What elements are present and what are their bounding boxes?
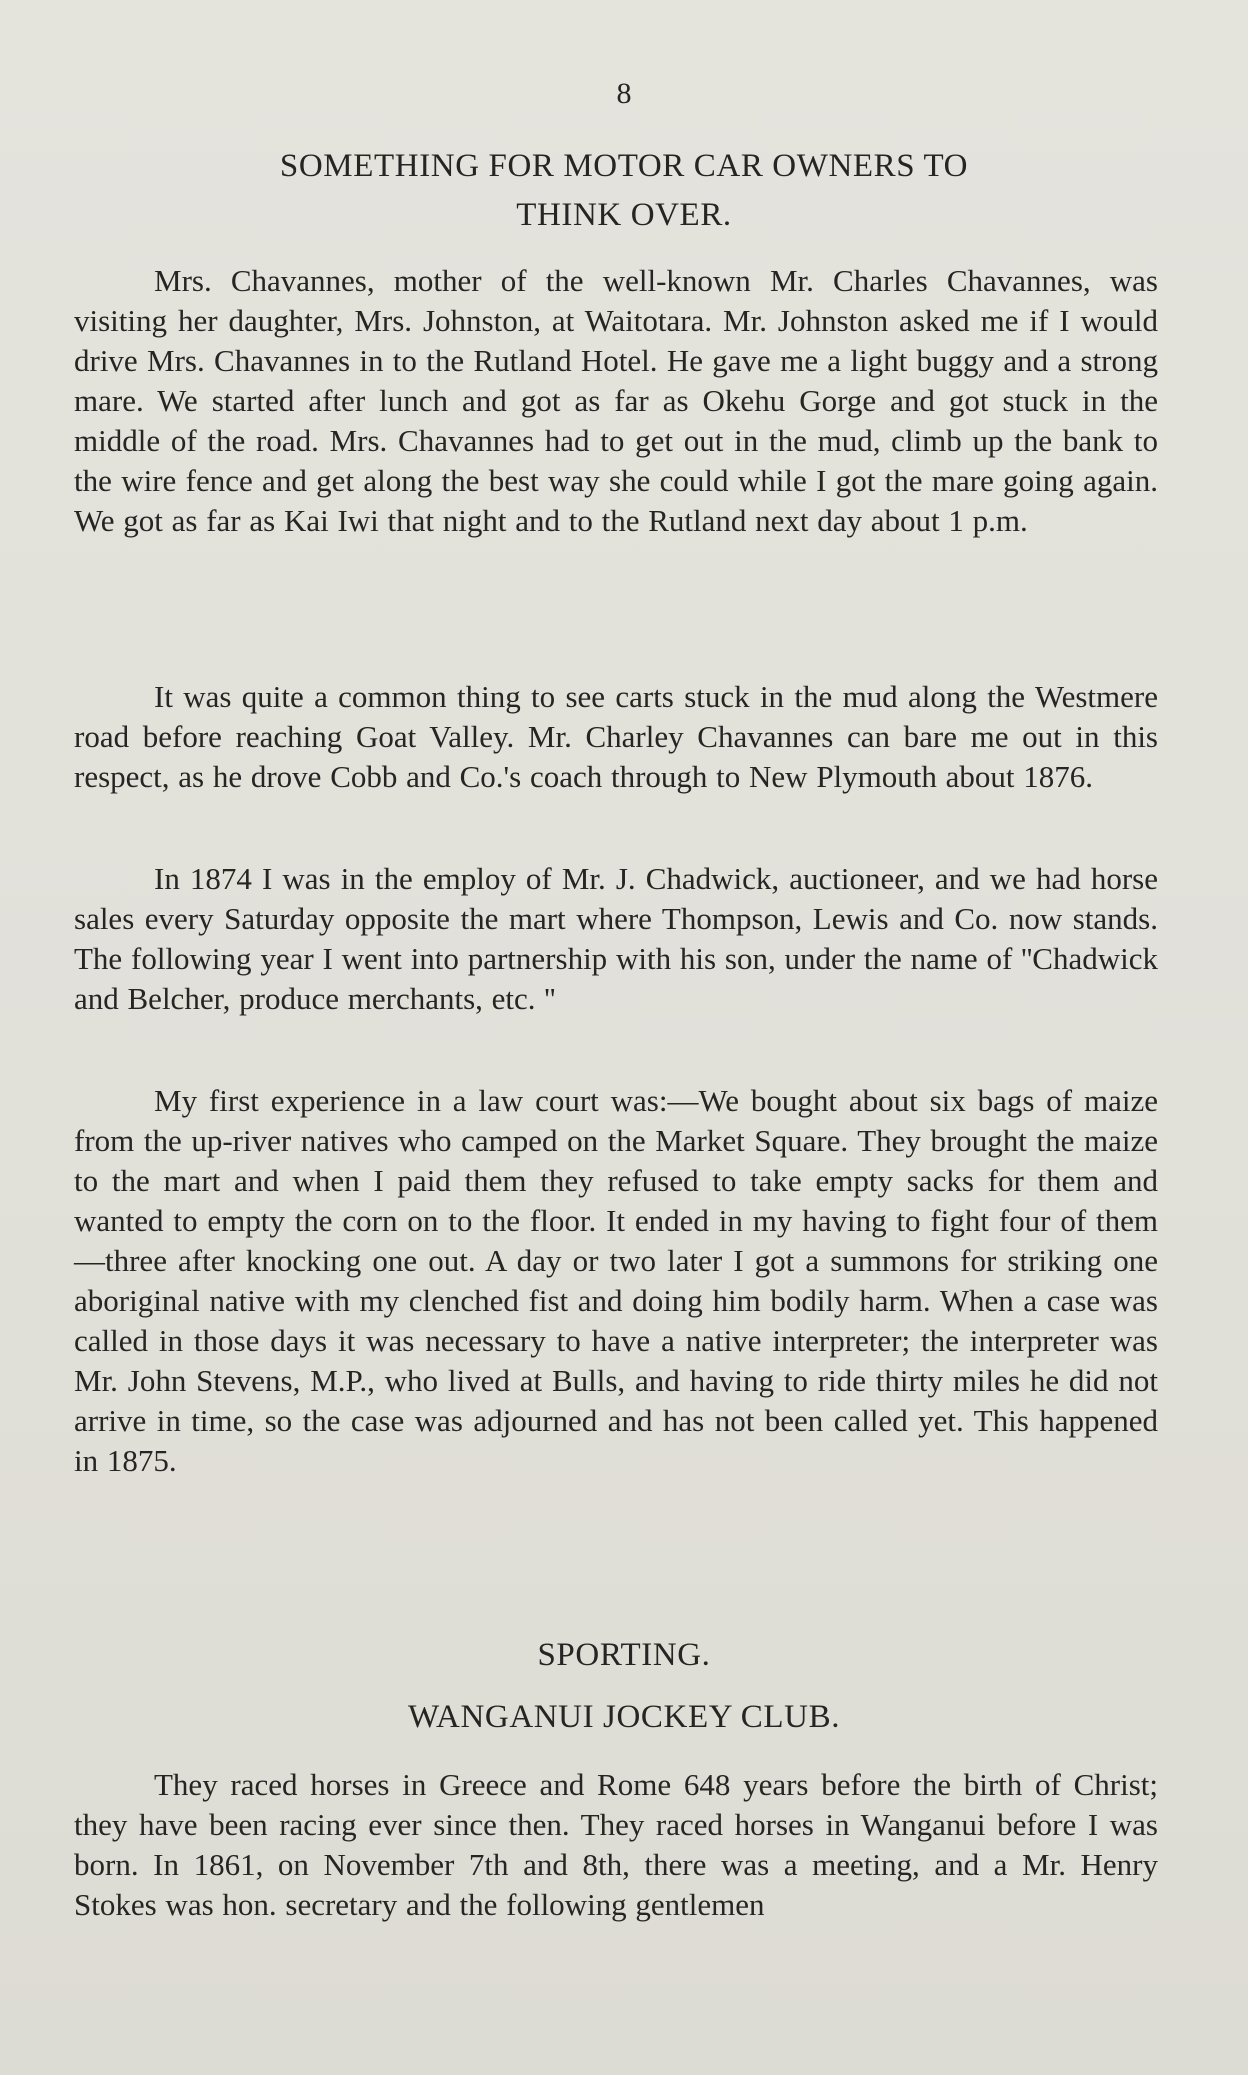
paragraph-chadwick-employment: In 1874 I was in the employ of Mr. J. Chadwick, auctioneer, and we had horse sales every Saturday opposite the mart where Thompson, Lewis and Co. now stands. The following year I went into partnership with his son, under the name of ''Chadwick and Belcher, produce merchants, etc. '': [74, 861, 1158, 1016]
paragraph-mrs-chavannes: Mrs. Chavannes, mother of the well-known Mr. Charles Chavannes, was visiting her daughter, Mrs. Johnston, at Waitotara. Mr. Johnston asked me if I would drive Mrs. Chavannes in to the Rutland Hotel. He gave me a light buggy and a strong mare. We started after lunch and got as far as Okehu Gorge and got stuck in the middle of the road. Mrs. Chavannes had to get out in the mud, climb up the bank to the wire fence and get along the best way she could while I got the mare going again. We got as far as Kai Iwi that night and to the Rutland next day about 1 p.m.: [74, 263, 1158, 538]
section-heading-sporting: SPORTING.: [537, 1637, 711, 1673]
page-number: 8: [616, 77, 632, 110]
paragraph-law-court: My first experience in a law court was:—We bought about six bags of maize from the up-river natives who camped on the Market Square. They brought the maize to the mart and when I paid them they refused to take empty sacks for them and wanted to empty the corn on to the floor. It ended in my having to fight four of them—three after knocking one out. A day or two later I got a summons for striking one aboriginal native with my clenched fist and doing him bodily harm. When a case was called in those days it was necessary to have a native interpreter; the interpreter was Mr. John Stevens, M.P., who lived at Bulls, and having to ride thirty miles he did not arrive in time, so the case was adjourned and has not been called yet. This happened in 1875.: [74, 1083, 1158, 1478]
section-subheading-jockey-club: WANGANUI JOCKEY CLUB.: [407, 1699, 841, 1735]
article-title-line-1: SOMETHING FOR MOTOR CAR OWNERS TO: [279, 148, 969, 184]
paragraph-horse-racing: They raced horses in Greece and Rome 648 years before the birth of Christ; they have been racing ever since then. They raced horses in Wanganui before I was born. In 1861, on November 7th and 8th, there was a meeting, and a Mr. Henry Stokes was hon. secretary and the following gentlemen: [74, 1767, 1158, 1922]
paragraph-westmere-road: It was quite a common thing to see carts stuck in the mud along the Westmere road before reaching Goat Valley. Mr. Charley Chavannes can bare me out in this respect, as he drove Cobb and Co.'s coach through to New Plymouth about 1876.: [74, 679, 1158, 794]
article-title-line-2: THINK OVER.: [516, 197, 732, 233]
